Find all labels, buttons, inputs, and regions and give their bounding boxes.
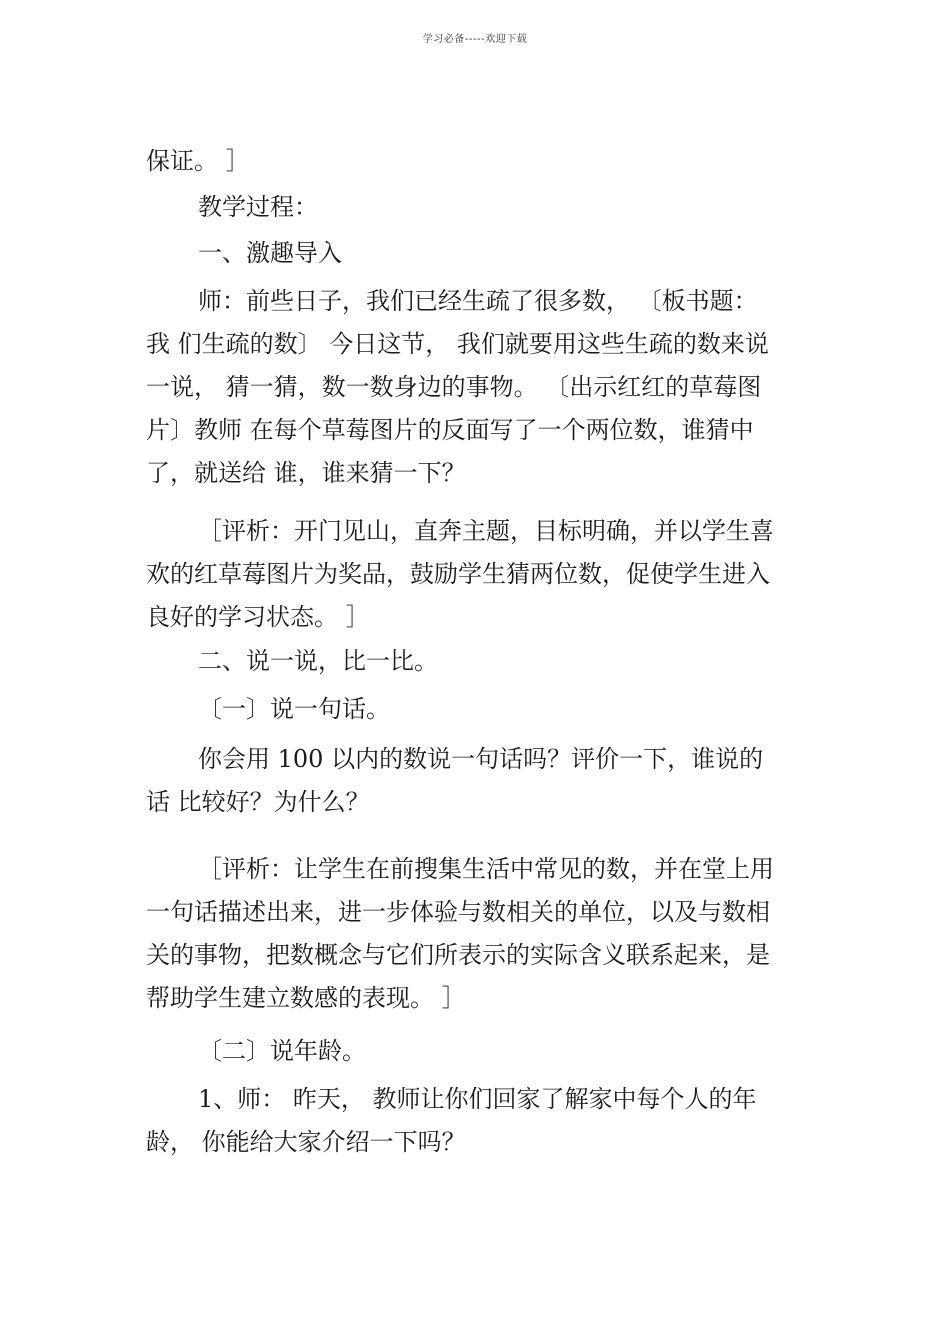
- text-line: 话 比较好？为什么？: [146, 788, 370, 816]
- paragraph: [146, 688, 816, 731]
- text-line: 二、说一说，比一比。: [198, 647, 438, 675]
- paragraph: [146, 510, 816, 639]
- text-line: 欢的红草莓图片为奖品，鼓励学生猜两位数，促使学生进入: [146, 560, 770, 588]
- text-line: 师：前些日子，我们已经生疏了很多数， 〔板书题：: [198, 287, 758, 315]
- text-line: 1、师： 昨天， 教师让你们回家了解家中每个人的年: [198, 1085, 757, 1113]
- text-line: 一、激趣导入: [198, 239, 342, 267]
- paragraph: [146, 738, 816, 824]
- text-line: ［评析：开门见山，直奔主题，目标明确，并以学生喜: [198, 517, 774, 545]
- text-line: 一句话描述出来，进一步体验与数相关的单位，以及与数相: [146, 898, 770, 926]
- text-line: 片〕教师 在每个草莓图片的反面写了一个两位数，谁猜中: [146, 416, 754, 444]
- paragraph: [146, 1078, 816, 1164]
- text-line: 帮助学生建立数感的表现。 ］: [146, 984, 466, 1012]
- paragraph: [146, 232, 816, 275]
- text-line: 一说， 猜一猜，数一数身边的事物。 〔出示红红的草莓图: [146, 373, 762, 401]
- text-line: 〔一〕说一句话。: [198, 695, 390, 723]
- text-line: 了，就送给 谁，谁来猜一下？: [146, 459, 466, 487]
- text-line: 保证。 ］: [146, 147, 250, 175]
- page-header: 学习必备-----欢迎下载: [422, 34, 528, 45]
- text-line: ［评析：让学生在前搜集生活中常见的数，并在堂上用: [198, 855, 774, 883]
- text-line: 关的事物，把数概念与它们所表示的实际含义联系起来，是: [146, 941, 770, 969]
- paragraph: [146, 1030, 816, 1073]
- paragraph: [146, 848, 816, 1020]
- paragraph: [146, 640, 816, 683]
- paragraph: [146, 140, 816, 183]
- text-line: 你会用 100 以内的数说一句话吗？评价一下，谁说的: [198, 745, 764, 773]
- text-line: 教学过程：: [198, 193, 318, 221]
- text-line: 我 们生疏的数〕 今日这节， 我们就要用这些生疏的数来说: [146, 330, 769, 358]
- text-line: 龄， 你能给大家介绍一下吗？: [146, 1128, 466, 1156]
- paragraph: [146, 280, 816, 495]
- paragraph: [146, 186, 816, 229]
- text-line: 良好的学习状态。 ］: [146, 603, 370, 631]
- text-line: 〔二〕说年龄。: [198, 1037, 366, 1065]
